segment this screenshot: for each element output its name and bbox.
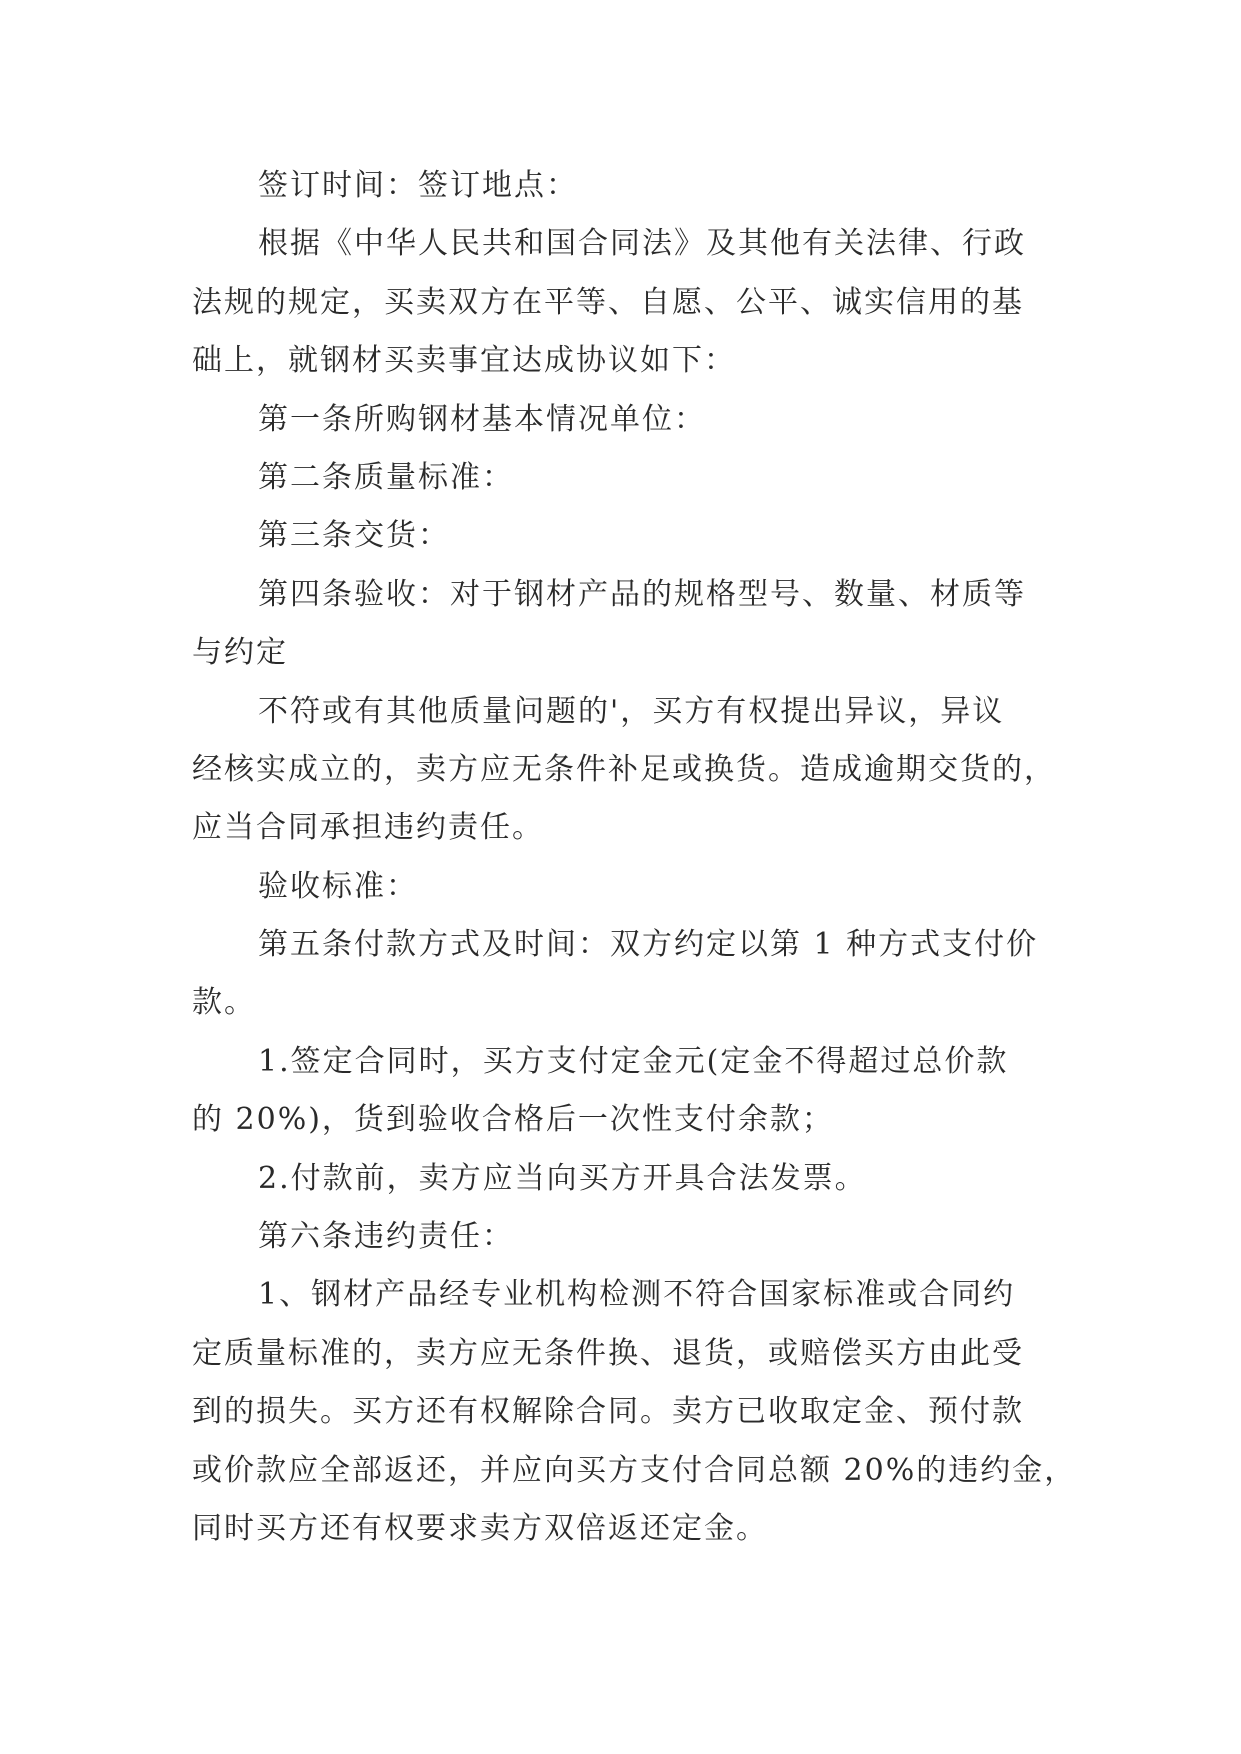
text-line: 款。 xyxy=(192,985,256,1021)
text-line: 根据《中华人民共和国合同法》及其他有关法律、行政 xyxy=(258,226,1026,262)
text-line: 1、钢材产品经专业机构检测不符合国家标准或合同约 xyxy=(258,1277,1016,1313)
text-line: 第三条交货： xyxy=(258,518,450,554)
text-line: 定质量标准的，卖方应无条件换、退货，或赔偿买方由此受 xyxy=(192,1335,1024,1371)
text-line: 第四条验收：对于钢材产品的规格型号、数量、材质等 xyxy=(258,576,1026,612)
text-line: 验收标准： xyxy=(258,868,418,904)
text-line: 第一条所购钢材基本情况单位： xyxy=(258,401,706,437)
text-line: 或价款应全部返还，并应向买方支付合同总额 20%的违约金， xyxy=(192,1452,1077,1488)
text-line: 到的损失。买方还有权解除合同。卖方已收取定金、预付款 xyxy=(192,1394,1024,1430)
text-line: 法规的规定，买卖双方在平等、自愿、公平、诚实信用的基 xyxy=(192,284,1024,320)
text-line: 经核实成立的，卖方应无条件补足或换货。造成逾期交货的， xyxy=(192,751,1056,787)
text-line: 签订时间：签订地点： xyxy=(258,168,578,203)
text-line: 第六条违约责任： xyxy=(258,1219,514,1255)
text-line: 不符或有其他质量问题的'，买方有权提出异议，异议 xyxy=(258,693,1005,729)
text-line: 同时买方还有权要求卖方双倍返还定金。 xyxy=(192,1510,768,1546)
text-line: 的 20%)，货到验收合格后一次性支付余款； xyxy=(192,1102,834,1138)
text-line: 第二条质量标准： xyxy=(258,459,514,495)
text-line: 应当合同承担违约责任。 xyxy=(192,810,544,846)
text-line: 第五条付款方式及时间：双方约定以第 1 种方式支付价 xyxy=(258,927,1039,963)
text-line: 与约定 xyxy=(192,635,288,671)
document-body xyxy=(192,157,1077,1558)
text-line: 础上，就钢材买卖事宜达成协议如下： xyxy=(192,343,736,379)
text-line: 1.签定合同时，买方支付定金元(定金不得超过总价款 xyxy=(258,1043,1009,1079)
text-line: 2.付款前，卖方应当向买方开具合法发票。 xyxy=(258,1160,867,1196)
